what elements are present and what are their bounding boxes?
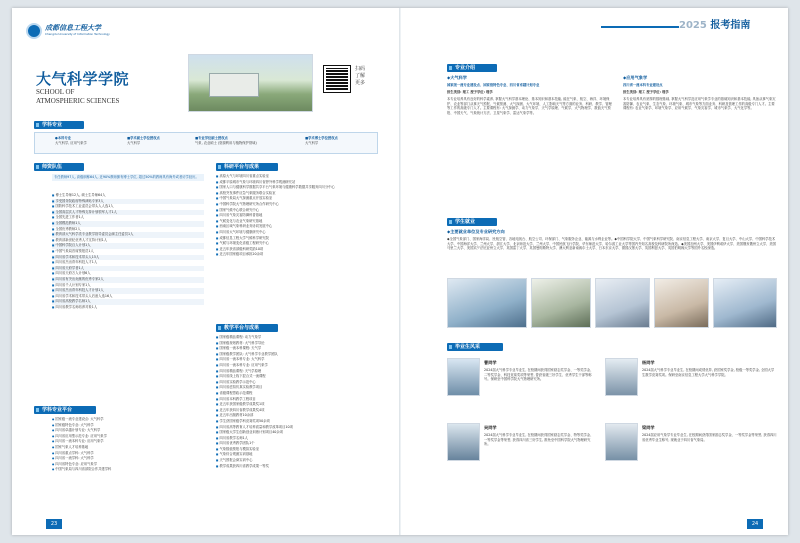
alumni-2-text: 2024届大气科学专业毕业生, 在校期间获得国家励志奖学金、特等奖学金、一等奖学金等荣誉, 获得四川省三好学生, 推免至中国科学院大气物理研究所。	[484, 433, 594, 447]
faculty-item: ■ 全国模范教师1人	[52, 221, 204, 227]
teach-item: ■ 四川省本科教学工程项目	[216, 397, 380, 403]
intro-major-b-title: ◆应用气象学	[623, 75, 648, 80]
platform-item: ■ 四川省气象灾害防御科普基地	[216, 213, 380, 219]
teach-item: ■ 气象综合观测实训基地	[216, 452, 380, 458]
alumni-3-photo	[605, 423, 638, 461]
faculty-item: ■ 全国先进工作者1人	[52, 215, 204, 221]
alumni-3-text: 2024届应用气象学专业毕业生, 在校期间获得国家励志奖学金、一等奖学金等荣誉, 获得四川省优秀毕业生称号, 现就业于四川省气象局。	[642, 433, 777, 442]
banner-year: 2025	[679, 20, 707, 31]
alumni-3-name: 梁同学	[642, 425, 655, 430]
teach-item: ■ 四川省虚拟仿真实验教学项目	[216, 385, 380, 391]
major-3-value: 大气科学	[305, 140, 319, 145]
major-2-head: ■专业学位硕士授权点	[195, 136, 228, 140]
teach-item: ■ 四川省线上线下混合式一流课程	[216, 374, 380, 380]
teach-item: ■ 国家级教学团队: 大气科学专业教学团队	[216, 352, 380, 358]
profplat-list	[52, 417, 204, 473]
faculty-item: ■ 四川省天府万人计划6人	[52, 271, 204, 277]
alumni-1-name: 杨同学	[642, 360, 655, 365]
students-photo-1	[447, 278, 527, 328]
faculty-item: ■ 四川省高校教学名师1人	[52, 299, 204, 305]
section-intro-header: 专业介绍	[447, 64, 497, 72]
teach-item: ■ 国家级规划教材: 大气科学导论	[216, 341, 380, 347]
employ-subtitle: ◆主要就业单位及专业研究方向	[447, 229, 505, 234]
teach-item: ■ 学生获国家级学科竞赛奖项50余项	[216, 419, 380, 425]
teach-item: ■ 四川省一流本科专业: 应用气象学	[216, 363, 380, 369]
profplat-item: ● 国家气象人才培养基地	[52, 445, 204, 451]
faculty-item: ■ 国防科学技术工业委员会带头人人选1人	[52, 204, 204, 210]
platform-item: ■ 成都信息工程大学气候科学研究院	[216, 236, 380, 242]
qr-code[interactable]	[324, 66, 350, 92]
intro-major-b-text: 本专业培养具有宽厚的数理基础, 掌握大气科学及应用气象学专业的基础知识和基本技能, 具备从事气象灾害防御、农业气象、生态气象、环境气象、城市气象等方面业务、科研及管理工作的高级专门人才。主要课程有: 农业气象学、环境气象学、应用气候学、气象灾害学、城市气象学、大气化学等。	[623, 97, 776, 111]
alumni-0-text: 2024届大气科学专业毕业生, 在校期间获得国家励志奖学金、一等奖学金、二等奖学金、科技竞赛奖项等荣誉, 曾获省级三好学生、优秀学生干部等称号。保研至中国科学院大气物理研究所。	[484, 368, 594, 382]
major-0-head: ●本科专业	[55, 136, 72, 140]
alumni-0-photo	[447, 358, 480, 396]
profplat-item: ● 国家级一流专业建设点: 大气科学	[52, 417, 204, 423]
faculty-item: ■ 享受国务院政府特殊津贴专家3人	[52, 199, 204, 205]
platform-item: ■ 近五年获省部级科研奖励10项	[216, 247, 380, 253]
faculty-item: ■ 中国科学院百人计划1人	[52, 243, 204, 249]
banner	[679, 19, 781, 33]
profplat-item: ● 四川省一流学科: 大气科学	[52, 456, 204, 462]
platform-item: ■ 成都平原城市气象与环境四川省野外科学观测研究站	[216, 180, 380, 186]
faculty-item: ■ 教育部大气科学类专业教学指导委员会副主任委员1人	[52, 232, 204, 238]
platform-item: ■ 高原大气与环境四川省重点实验室	[216, 174, 380, 180]
platform-list	[216, 174, 380, 258]
profplat-item: ● 四川省卓越计划专业: 大气科学	[52, 428, 204, 434]
platform-item: ■ 中国科学院大气物理研究所合作研究中心	[216, 202, 380, 208]
platform-item: ■ 国家气候中心联合研究中心	[216, 208, 380, 214]
teach-item: ■ 国家级精品课程: 动力气象学	[216, 335, 380, 341]
platform-item: ■ 中国气象局大气探测重点开放实验室	[216, 196, 380, 202]
page-title: 大气科学学院	[36, 70, 130, 88]
profplat-item: ● 四川省应用型示范专业: 应用气象学	[52, 434, 204, 440]
profplat-item: ● 四川省重点学科: 大气科学	[52, 451, 204, 457]
section-alumni-header: 毕业生风采	[447, 343, 503, 351]
teach-item: ■ 四川省实验教学示范中心	[216, 380, 380, 386]
faculty-item: ■ 四川省教学名师培养对象1人	[52, 305, 204, 311]
major-2-value: 气象, 农业硕士 (资源利用与植物保护领域)	[195, 140, 257, 145]
page-number-left: 23	[46, 519, 62, 529]
faculty-item: ■ 四川省杰出青年科技人才1人	[52, 260, 204, 266]
alumni-2-name: 吴同学	[484, 425, 497, 430]
platform-item: ■ 近五年国家级项目承担20余项	[216, 252, 380, 258]
teach-item: ■ 教学成果获四川省教学成果一等奖	[216, 464, 380, 470]
platform-item: ■ 四川省大气环境与健康研究中心	[216, 230, 380, 236]
teach-item: ■ 国家级一流本科课程: 天气学	[216, 346, 380, 352]
page-number-right: 24	[747, 519, 763, 529]
alumni-1-text: 2024届大气科学专业毕业生, 在校期间成绩优异, 获国家奖学金, 校级一等奖学金, 全国大学生数学竞赛奖项。保研至南京信息工程大学大气科学学院。	[642, 368, 775, 377]
intro-major-a-category: 招生类别: 理工 授予学位: 理学	[447, 90, 493, 94]
platform-item: ■ 气候变化与农业气象研究基地	[216, 219, 380, 225]
section-teach-header: 教学平台与成果	[216, 324, 278, 332]
intro-major-a-title: ◆大气科学	[447, 75, 467, 80]
teach-item: ■ 近五年获国家级教学成果奖1项	[216, 402, 380, 408]
alumni-2-photo	[447, 423, 480, 461]
section-majors-header: 学科专业	[34, 121, 84, 129]
section-employ-header: 学生就业	[447, 218, 497, 226]
teach-item: ■ 国家级大学生创新创业训练计划项目40余项	[216, 430, 380, 436]
teach-item: ■ 省级课程思政示范课程	[216, 391, 380, 397]
intro-major-a-text: 本专业培养具有良好的科学素养, 掌握大气科学基本理论、基本知识和基本技能, 能在气象、航空、海洋、环境保护、农业等部门从事天气预报、气候预测、大气探测、大气环境、人工影响天气等方面的业务、科研、教学、管理等工作的高级专门人才。主要课程有: 大气探测学、动力气象学、天气学原理、气候学、大气物理学、数值天气预报、中国天气、气象统计方法、卫星气象学、雷达气象学等。	[447, 97, 612, 115]
teach-item: ■ 四川省优秀教学团队1个	[216, 441, 380, 447]
faculty-item: ■ 四川省杰出青年科技人才计划1人	[52, 288, 204, 294]
intro-major-b-category: 招生类别: 理工 授予学位: 理学	[623, 90, 669, 94]
left-page	[12, 8, 400, 535]
faculty-item: ■ 全国优秀教师2人	[52, 227, 204, 233]
teach-item: ■ 四川省教学名师1人	[216, 436, 380, 442]
university-logo	[26, 23, 42, 39]
students-photo-2	[531, 278, 591, 328]
teach-item: ■ 近五年出版教材10余部	[216, 413, 380, 419]
intro-major-b-honors: 四川省一流本科专业建设点	[623, 83, 663, 87]
major-0-value: 大气科学, 应用气象学	[55, 140, 87, 145]
teach-item: ■ 近五年获四川省教学成果奖4项	[216, 408, 380, 414]
platform-item: ■ 高校突发事件应急气象服务联合实验室	[216, 191, 380, 197]
teach-list	[216, 335, 380, 469]
faculty-item: ■ 中国气象局首席预报员1人	[52, 249, 204, 255]
right-page	[400, 8, 788, 535]
teach-item: ■ 四川省精品课程: 天气学原理	[216, 369, 380, 375]
title-en-line2: ATMOSPHERIC SCIENCES	[36, 97, 120, 105]
alumni-0-name: 曹同学	[484, 360, 497, 365]
faculty-item: ■ 四川省有突出贡献的优秀专家2人	[52, 277, 204, 283]
title-en-line1: SCHOOL OF	[36, 88, 75, 96]
qr-label: 扫码了解更多	[355, 66, 366, 86]
teach-item: ■ 气象数值预报与模拟实验室	[216, 447, 380, 453]
students-photo-4	[654, 278, 709, 328]
teach-item: ■ 四川省高等教育人才培养质量和教学改革项目10项	[216, 425, 380, 431]
banner-title: 报考指南	[710, 20, 751, 31]
teach-item: ■ 天气预报会商实训中心	[216, 458, 380, 464]
major-1-head: ■学术硕士学位授权点	[127, 136, 160, 140]
majors-box	[34, 132, 378, 154]
faculty-item: ■ 四川省千人计划专家1人	[52, 283, 204, 289]
faculty-item: ■ 四川省学术和技术带头人后备人选16人	[52, 294, 204, 300]
faculty-item: ■ 四川省天府学者1人	[52, 266, 204, 272]
brochure-spread	[12, 8, 788, 535]
platform-item: ■ 国家人口与健康科学数据共享平台气象环境与健康科学数据共享服务四川分中心	[216, 185, 380, 191]
students-photo-5	[713, 278, 777, 328]
section-platform-header: 科研平台与成果	[216, 163, 278, 171]
intro-major-a-honors: 国家级一流专业建设点、国家级特色专业、四川省卓越计划专业	[447, 83, 540, 87]
school-name-en: Chengdu University of Information Technology	[45, 32, 110, 36]
section-profplat-header: 学科专业平台	[34, 406, 96, 414]
profplat-item: ● 四川省特色专业: 应用气象学	[52, 462, 204, 468]
school-name-cn: 成都信息工程大学	[45, 23, 101, 32]
profplat-item: ● 四川省一流本科专业: 应用气象学	[52, 439, 204, 445]
teach-item: ■ 四川省一流本科专业: 大气科学	[216, 357, 380, 363]
profplat-item: ● 中国气象局与四川省部院合作共建学科	[52, 467, 204, 473]
major-1-value: 大气科学	[127, 140, 141, 145]
campus-photo	[188, 54, 313, 112]
students-photo-3	[595, 278, 650, 328]
section-faculty-header: 师资队伍	[34, 163, 84, 171]
faculty-item: ■ 教育部新世纪优秀人才支持计划1人	[52, 238, 204, 244]
platform-item: ■ 气候与环境变化省级工程研究中心	[216, 241, 380, 247]
alumni-1-photo	[605, 358, 638, 396]
employ-text: ◆全国气象部门、国家海洋局、民航空管、各地电视台、航空公司、环保部门、气象服务企业、能源与水利企业等。◆中国科学院大学、中国气象科学研究院、南京信息工程大学、南京大学、复旦大学、中山大学、中国科学技术大学、中国海洋大学、兰州大学、浙江大学、北京师范大学、兰州大学、中国民航飞行学院、华东师范大学、哈尔滨工业大学等国内外知名高校及科研院所深造。◆美国加州大学、美国伊利诺伊大学、美国俄亥俄州立大学、美国马里兰大学、美国宾夕法尼亚州立大学、英国雷丁大学、英国曼彻斯特大学、澳大利亚新南威尔士大学、日本东京大学、德国汉堡大学、英国利兹大学、英国伯明翰大学等国外名校深造。	[447, 237, 776, 251]
platform-item: ■ 西南区域气象科研业务协同发展中心	[216, 224, 380, 230]
faculty-intro: 专任教师97人, 高级职称64人, 近90%教师拥有博士学位, 超过50%的教师具有海外或者访学经历。	[52, 174, 204, 181]
faculty-item: ■ 全国高层次人才特殊支持计划领军人才1人	[52, 210, 204, 216]
faculty-item: ■ 博士生导师12人, 硕士生导师64人	[52, 193, 204, 199]
faculty-item: ■ 四川省学术和技术带头人15人	[52, 255, 204, 261]
faculty-list	[52, 193, 204, 310]
profplat-item: ● 国家级特色专业: 大气科学	[52, 423, 204, 429]
major-3-head: ■学术博士学位授权点	[305, 136, 338, 140]
